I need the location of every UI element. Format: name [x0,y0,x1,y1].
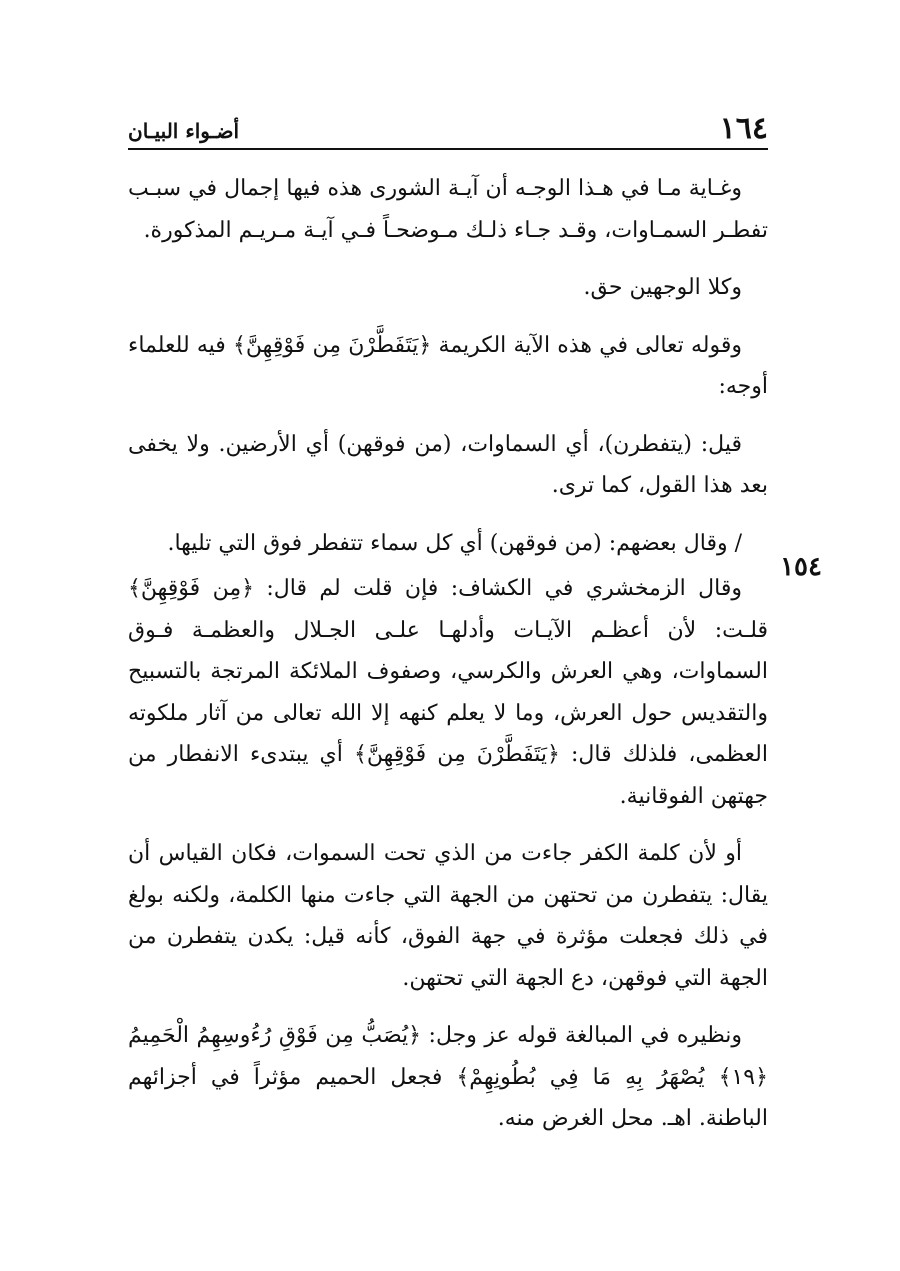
paragraph-3: وقوله تعالى في هذه الآية الكريمة ﴿يَتَفَطَّرْنَ مِن فَوْقِهِنَّ﴾ فيه للعلماء أوجه: [128,332,768,399]
paragraph-2: وكلا الوجهين حق. [583,275,742,300]
paragraph-1: وغـاية مـا في هـذا الوجـه أن آيـة الشورى هذه فيها إجمال في سبـب تفطـر السمـاوات، وقـد جـاء ذلـك مـوضحـاً فـي آيـة مـريـم المذكورة. [128,176,768,243]
paragraph-7: أو لأن كلمة الكفر جاءت من الذي تحت السموات، فكان القياس أن يقال: يتفطرن من تحتهن من الجهة التي جاءت منها الكلمة، ولكنه بولغ في ذلك فجعلت مؤثرة في جهة الفوق، كأنه قيل: يكدن يتفطرن من الجهة التي فوقهن، دع الجهة التي تحتهن. [128,841,768,991]
body-text [128,168,768,1156]
paragraph-5: / وقال بعضهم: (من فوقهن) أي كل سماء تتفطر فوق التي تليها. [167,530,742,556]
page-header [128,108,768,150]
paragraph-6: وقال الزمخشري في الكشاف: فإن قلت لم قال: ﴿مِن فَوْقِهِنَّ﴾ قلـت: لأن أعظـم الآيـات وأدلهـا علـى الجـلال والعظمـة فـوق السماوات، وهي العرش والكرسي، وصفوف الملائكة المرتجة بالتسبيح والتقديس حول العرش، وما لا يعلم كنهه إلا الله تعالى من آثار ملكوته العظمى، فلذلك قال: ﴿يَتَفَطَّرْنَ مِن فَوْقِهِنَّ﴾ أي يبتدىء الانفطار من جهتهن الفوقانية. [128,576,768,809]
paragraph-4: قيل: (يتفطرن)، أي السماوات، (من فوقهن) أي الأرضين. ولا يخفى بعد هذا القول، كما ترى. [128,431,768,498]
margin-page-reference: ١٥٤ [780,552,822,582]
running-title: أضـواء البيـان [128,119,240,143]
page-number: ١٦٤ [719,111,768,146]
paragraph-8: ونظيره في المبالغة قوله عز وجل: ﴿يُصَبُّ مِن فَوْقِ رُءُوسِهِمُ الْحَمِيمُ ﴿١٩﴾ يُصْهَرُ بِهِ مَا فِي بُطُونِهِمْ﴾ فجعل الحميم مؤثراً في أجزائهم الباطنة. اهـ. محل الغرض منه. [128,1023,768,1131]
